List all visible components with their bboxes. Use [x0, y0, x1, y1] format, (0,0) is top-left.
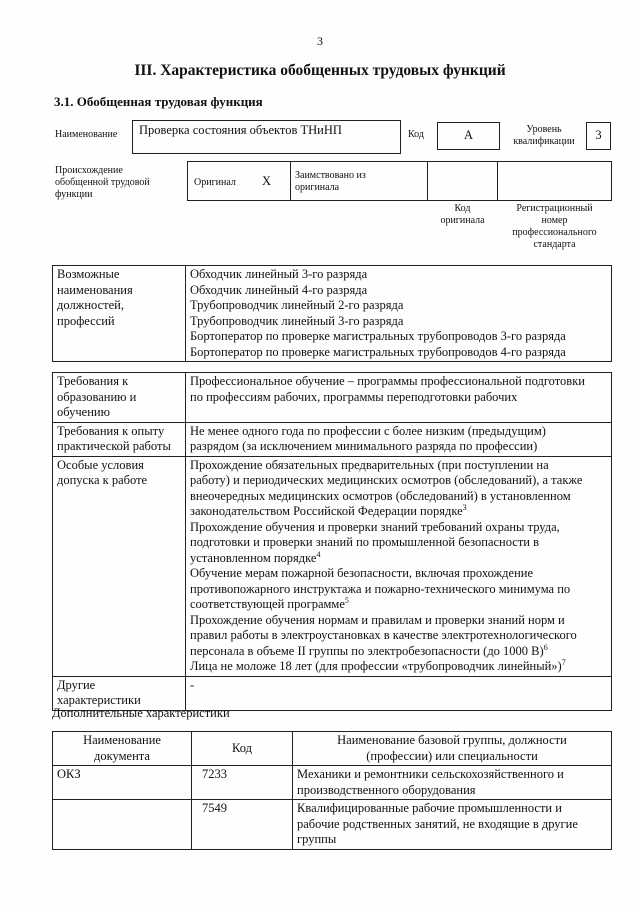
conditions-line: противопожарного инструктажа и пожарно-технического минимума по [190, 581, 571, 596]
footnote-ref: 5 [344, 595, 349, 605]
footnote-ref: 7 [561, 657, 566, 667]
conditions-line [190, 551, 607, 567]
conditions-label [53, 456, 186, 676]
level-value: 3 [595, 128, 602, 142]
conditions-line: Прохождение обучения нормам и правилам и проверки знаний норм и [190, 612, 565, 627]
other-label-line: Другие [57, 677, 96, 692]
origin-label-line: Происхождение [55, 165, 123, 176]
row-name-line: рабочие родственных занятий, не входящие в другие [297, 816, 578, 831]
conditions-line-text: персонала в объеме II группы по электробезопасности (до 1000 В) [190, 643, 544, 658]
page-number: 3 [317, 34, 323, 48]
other-value: - [186, 676, 612, 710]
experience-value-line: Не менее одного года по профессии с более низким (предыдущим) [190, 423, 546, 438]
reg-caption-line: стандарта [533, 239, 576, 250]
origin-label [55, 165, 150, 201]
origin-label-line: обобщенной трудовой [55, 177, 150, 188]
positions-label-line: Возможные [57, 267, 120, 281]
position-item: Обходчик линейный 3-го разряда [190, 267, 368, 281]
conditions-line [190, 644, 607, 660]
conditions-line: внеочередных медицинских осмотров (обследований) в установленном [190, 488, 571, 503]
origin-label-line: функции [55, 189, 93, 200]
row-name-line: Механики и ремонтники сельскохозяйственного и [297, 767, 564, 781]
positions-label-line: профессий [57, 313, 115, 328]
original-code-cell [427, 161, 498, 201]
other-label-line: характеристики [57, 693, 141, 707]
conditions-line: Обучение мерам пожарной безопасности, включая прохождение [190, 566, 533, 580]
conditions-label-line: Особые условия [57, 457, 144, 472]
subsection-title: 3.1. Обобщенная трудовая функция [54, 94, 263, 109]
name-value-box [132, 120, 401, 154]
code-label: Код [408, 129, 424, 140]
footnote-ref: 3 [462, 502, 467, 512]
row-code: 7549 [192, 800, 293, 850]
education-value [186, 373, 612, 423]
additional-title: Дополнительные характеристики [52, 706, 230, 720]
education-label-line: Требования к [57, 374, 129, 388]
col-doc-header-line: документа [94, 748, 150, 763]
row-name [293, 766, 612, 800]
conditions-line: правил работы в электроустановках в качестве электротехнологического [190, 628, 577, 642]
positions-table [52, 265, 612, 362]
conditions-line: Прохождение обучения и проверки знаний требований охраны труда, [190, 519, 560, 534]
code-value-box [437, 122, 500, 150]
original-mark: Х [262, 174, 272, 188]
education-label-line: образованию и [57, 389, 137, 404]
reg-caption-line: Регистрационный [516, 203, 593, 214]
footnote-ref: 4 [316, 549, 321, 559]
table-row [53, 766, 612, 800]
col-name-header-line: (профессии) или специальности [366, 748, 538, 763]
col-doc-header [53, 732, 192, 766]
col-name-header [293, 732, 612, 766]
conditions-line-text: установленном порядке [190, 550, 317, 565]
positions-list [186, 266, 612, 362]
experience-label-line: Требования к опыту [57, 423, 165, 438]
reg-caption [497, 203, 612, 251]
col-doc-header-line: Наименование [83, 733, 161, 747]
row-name-line: Квалифицированные рабочие промышленности и [297, 801, 562, 815]
code-caption-line: Код [454, 203, 471, 214]
section-title: III. Характеристика обобщенных трудовых функций [134, 62, 506, 79]
experience-label-line: практической работы [57, 439, 171, 453]
conditions-line: Прохождение обязательных предварительных (при поступлении на [190, 457, 549, 472]
conditions-line [190, 504, 607, 520]
conditions-line-text: Лица не моложе 18 лет (для профессии «трубопроводчик линейный») [190, 659, 562, 673]
experience-label [53, 422, 186, 456]
position-item: Бортоператор по проверке магистральных трубопроводов 4-го разряда [190, 344, 566, 359]
additional-table [52, 731, 612, 850]
experience-value-line: разрядом (за исключением минимального разряда по профессии) [190, 439, 538, 453]
conditions-line [190, 659, 607, 675]
table-row [53, 800, 612, 850]
borrowed-label [295, 170, 366, 194]
name-value: Проверка состояния объектов ТНиНП [139, 123, 342, 137]
level-label-line: квалификации [513, 136, 575, 147]
borrowed-label-line: оригинала [295, 182, 340, 193]
reg-caption-line: номер [541, 215, 568, 226]
position-item: Трубопроводчик линейный 2-го разряда [190, 298, 404, 312]
education-label-line: обучению [57, 405, 110, 419]
conditions-line [190, 597, 607, 613]
position-item: Бортоператор по проверке магистральных трубопроводов 3-го разряда [190, 329, 566, 343]
reg-caption-line: профессионального [512, 227, 597, 238]
conditions-line: подготовки и проверки знаний по промышленной безопасности в [190, 535, 540, 549]
code-caption [427, 203, 498, 227]
positions-label-line: должностей, [57, 298, 124, 312]
positions-label [53, 266, 186, 362]
conditions-line-text: соответствующей программе [190, 597, 345, 611]
code-value: А [463, 128, 474, 142]
positions-label-line: наименования [57, 282, 133, 297]
row-doc: ОКЗ [53, 766, 192, 800]
education-value-line: по профессиям рабочих, программы переподготовки рабочих [190, 389, 518, 404]
education-label [53, 373, 186, 423]
row-code: 7233 [192, 766, 293, 800]
col-name-header-line: Наименование базовой группы, должности [337, 733, 567, 747]
original-label: Оригинал [194, 177, 236, 188]
row-name-line: группы [297, 832, 337, 846]
reg-number-cell [497, 161, 612, 201]
other-label [53, 676, 186, 710]
col-code-header: Код [192, 732, 293, 766]
conditions-label-line: допуска к работе [57, 473, 148, 487]
name-label: Наименование [55, 129, 118, 140]
conditions-value [186, 456, 612, 676]
footnote-ref: 6 [543, 642, 548, 652]
conditions-line: работу) и периодических медицинских осмотров (обследований), а также [190, 473, 583, 487]
row-doc [53, 800, 192, 850]
row-name [293, 800, 612, 850]
position-item: Трубопроводчик линейный 3-го разряда [190, 313, 404, 328]
level-label-line: Уровень [526, 124, 562, 135]
borrowed-label-line: Заимствовано из [295, 170, 366, 181]
position-item: Обходчик линейный 4-го разряда [190, 282, 368, 297]
conditions-line-text: законодательством Российской Федерации порядке [190, 504, 463, 518]
code-caption-line: оригинала [440, 215, 485, 226]
level-value-box [586, 122, 611, 150]
row-name-line: производственного оборудования [297, 782, 476, 797]
requirements-table [52, 372, 612, 711]
education-value-line: Профессиональное обучение – программы профессиональной подготовки [190, 374, 585, 388]
experience-value [186, 422, 612, 456]
level-label [505, 124, 583, 148]
